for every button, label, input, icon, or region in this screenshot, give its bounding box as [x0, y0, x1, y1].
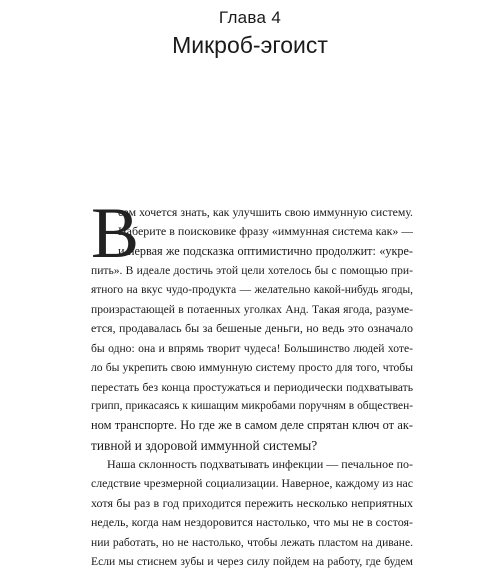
text-line: ло бы укрепить свою иммунную систему просто для того, чтобы [91, 361, 413, 375]
text-line: ятного на вкус чудо-продукта — желательно какой-нибудь ягоды, [91, 283, 413, 296]
drop-cap-container [91, 193, 140, 273]
paragraph-1 [91, 203, 413, 455]
text-line: грипп, прикасаясь к кишащим микробами поручням в обществен- [91, 399, 413, 412]
text-line: Если мы стиснем зубы и через силу пойдем на работу, где будем [91, 555, 413, 569]
text-line: пить». В идеале достичь этой цели хотелось бы с помощью при- [91, 264, 413, 278]
chapter-title: Микроб-эгоист [172, 32, 328, 58]
chapter-body [91, 193, 413, 571]
text-line: хотя бы раз в год приходится пережить несколько неприятных [91, 495, 413, 510]
text-line: сем хочется знать, как улучшить свою иммунную систему. [118, 205, 413, 219]
drop-cap: В [91, 193, 140, 273]
chapter-label: Глава 4 [218, 8, 282, 27]
text-line: ется, продавалась бы за бешеные деньги, но ведь это означало [91, 321, 413, 336]
text-line: тивной и здоровой иммунной системы? [91, 437, 318, 453]
text-line: бы одно: она и впрямь творит чудеса! Большинство людей хоте- [91, 341, 413, 355]
paragraph-2 [91, 455, 413, 571]
text-line: Наша склонность подхватывать инфекции — печальное по- [107, 457, 413, 472]
text-line: и первая же подсказка оптимистично продолжит: «укре- [118, 243, 413, 258]
text-line: ном транспорте. Но где же в самом деле спрятан ключ от ак- [91, 418, 413, 433]
text-line: недель, когда нам нездоровится настолько, что мы не в состоя- [91, 515, 413, 530]
text-line: нии работать, но не настолько, чтобы лежать пластом на диване. [91, 535, 413, 549]
text-line: следствие чрезмерной социализации. Наверное, каждому из нас [91, 476, 413, 491]
text-line: произрастающей в потаенных уголках Анд. Такая ягода, разуме- [91, 302, 413, 316]
text-line: Наберите в поисковике фразу «иммунная система как» — [118, 224, 413, 239]
text-line: перестать без конца простужаться и периодически подхватывать [91, 380, 413, 394]
